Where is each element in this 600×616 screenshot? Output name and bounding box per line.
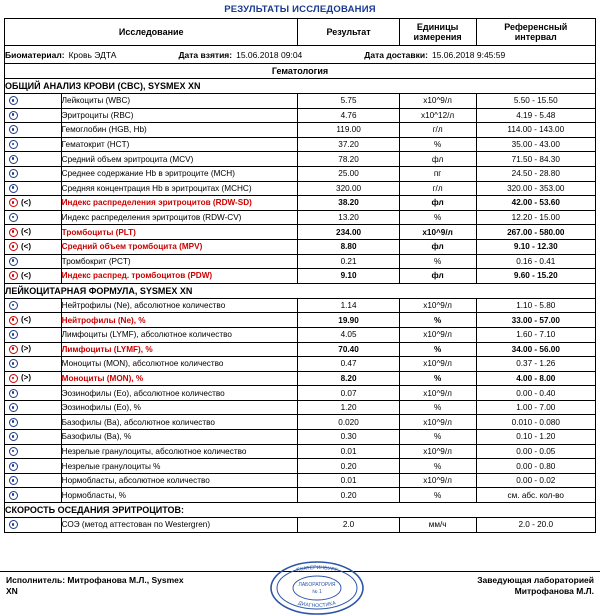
- normal-marker-icon: [9, 491, 18, 500]
- analyte-units: x10^9/л: [399, 386, 476, 401]
- analyte-reference: см. абс. кол-во: [476, 488, 595, 503]
- row-flag-cell: [5, 430, 62, 445]
- analyte-result: 25.00: [298, 166, 399, 181]
- table-row: [5, 386, 596, 401]
- analyte-result: 119.00: [298, 123, 399, 138]
- subsection-cbc-label: ОБЩИЙ АНАЛИЗ КРОВИ (CBC), SYSMEX XN: [5, 79, 596, 94]
- analyte-result: 0.020: [298, 415, 399, 430]
- row-flag-cell: [5, 225, 62, 240]
- analyte-units: мм/ч: [399, 518, 476, 533]
- analyte-name: Моноциты (MON), абсолютное количество: [61, 357, 298, 372]
- biomaterial-label: Биоматериал:: [5, 49, 65, 60]
- row-flag-cell: [5, 254, 62, 269]
- analyte-reference: 71.50 - 84.30: [476, 152, 595, 167]
- normal-marker-icon: [9, 447, 18, 456]
- table-row: [5, 181, 596, 196]
- analyte-result: 38.20: [298, 196, 399, 211]
- svg-text:ДИАГНОСТИКА: ДИАГНОСТИКА: [297, 600, 337, 610]
- normal-marker-icon: [9, 432, 18, 441]
- row-flag-cell: [5, 196, 62, 211]
- analyte-reference: 0.010 - 0.080: [476, 415, 595, 430]
- analyte-name: Моноциты (MON), %: [61, 371, 298, 386]
- analyte-units: %: [399, 210, 476, 225]
- analyte-name: Нейтрофилы (Ne), абсолютное количество: [61, 298, 298, 313]
- analyte-result: 13.20: [298, 210, 399, 225]
- table-row: [5, 196, 596, 211]
- abnormal-marker-icon: [9, 316, 18, 325]
- analyte-units: пг: [399, 166, 476, 181]
- table-row: [5, 444, 596, 459]
- analyte-units: г/л: [399, 181, 476, 196]
- section-hematology-label: Гематология: [5, 64, 596, 79]
- table-row: [5, 94, 596, 109]
- deviation-arrow-icon: (<): [21, 241, 31, 251]
- analyte-name: Средняя концентрация Hb в эритроцитах (MCHC): [61, 181, 298, 196]
- analyte-name: СОЭ (метод аттестован по Westergren): [61, 518, 298, 533]
- header-units: [399, 19, 476, 46]
- analyte-name: Тромбоциты (PLT): [61, 225, 298, 240]
- analyte-reference: 0.00 - 0.40: [476, 386, 595, 401]
- table-row: [5, 254, 596, 269]
- analyte-reference: 0.00 - 0.05: [476, 444, 595, 459]
- deviation-arrow-icon: (<): [21, 227, 31, 237]
- analyte-name: Эозинофилы (Eo), %: [61, 400, 298, 415]
- analyte-name: Эритроциты (RBC): [61, 108, 298, 123]
- table-row: [5, 473, 596, 488]
- analyte-reference: 33.00 - 57.00: [476, 313, 595, 328]
- analyte-result: 70.40: [298, 342, 399, 357]
- date-taken-value: 15.06.2018 09:04: [236, 49, 303, 60]
- analyte-name: Незрелые гранулоциты %: [61, 459, 298, 474]
- header-ref-line2: интервал: [514, 32, 557, 42]
- normal-marker-icon: [9, 155, 18, 164]
- row-flag-cell: [5, 108, 62, 123]
- normal-marker-icon: [9, 169, 18, 178]
- analyte-reference: 0.10 - 1.20: [476, 430, 595, 445]
- normal-marker-icon: [9, 462, 18, 471]
- normal-marker-icon: [9, 520, 18, 529]
- svg-text:ЕКАТЕРИНБУРГ: ЕКАТЕРИНБУРГ: [295, 564, 339, 574]
- table-row: [5, 298, 596, 313]
- normal-marker-icon: [9, 389, 18, 398]
- header-result: Результат: [298, 19, 399, 46]
- analyte-name: Тромбокрит (PCT): [61, 254, 298, 269]
- subsection-esr-label: СКОРОСТЬ ОСЕДАНИЯ ЭРИТРОЦИТОВ:: [5, 503, 596, 518]
- table-row: [5, 371, 596, 386]
- analyte-reference: 34.00 - 56.00: [476, 342, 595, 357]
- subsection-leuko-formula-label: ЛЕЙКОЦИТАРНАЯ ФОРМУЛА, SYSMEX XN: [5, 283, 596, 298]
- footer-head: [394, 575, 594, 596]
- date-taken-label: Дата взятия:: [178, 49, 233, 60]
- row-flag-cell: [5, 459, 62, 474]
- row-flag-cell: [5, 342, 62, 357]
- analyte-units: %: [399, 342, 476, 357]
- row-flag-cell: [5, 239, 62, 254]
- analyte-units: %: [399, 459, 476, 474]
- footer-head-line2: Митрофанова М.Л.: [514, 585, 594, 596]
- table-row: [5, 152, 596, 167]
- deviation-arrow-icon: (>): [21, 373, 31, 383]
- analyte-units: %: [399, 254, 476, 269]
- normal-marker-icon: [9, 257, 18, 266]
- analyte-result: 19.90: [298, 313, 399, 328]
- analyte-result: 8.20: [298, 371, 399, 386]
- analyte-result: 9.10: [298, 269, 399, 284]
- analyte-result: 4.05: [298, 327, 399, 342]
- normal-marker-icon: [9, 359, 18, 368]
- row-flag-cell: [5, 400, 62, 415]
- analyte-reference: 4.19 - 5.48: [476, 108, 595, 123]
- analyte-name: Индекс распред. тромбоцитов (PDW): [61, 269, 298, 284]
- analyte-reference: 9.60 - 15.20: [476, 269, 595, 284]
- date-delivered-value: 15.06.2018 9:45:59: [431, 49, 506, 60]
- normal-marker-icon: [9, 184, 18, 193]
- analyte-result: 0.30: [298, 430, 399, 445]
- analyte-name: Гемоглобин (HGB, Hb): [61, 123, 298, 138]
- analyte-reference: 35.00 - 43.00: [476, 137, 595, 152]
- analyte-units: x10^9/л: [399, 444, 476, 459]
- deviation-arrow-icon: (<): [21, 197, 31, 207]
- deviation-arrow-icon: (>): [21, 344, 31, 354]
- analyte-reference: 267.00 - 580.00: [476, 225, 595, 240]
- row-flag-cell: [5, 181, 62, 196]
- normal-marker-icon: [9, 476, 18, 485]
- analyte-result: 320.00: [298, 181, 399, 196]
- normal-marker-icon: [9, 403, 18, 412]
- analyte-units: %: [399, 371, 476, 386]
- analyte-name: Индекс распределения эритроцитов (RDW-SD): [61, 196, 298, 211]
- analyte-name: Гематокрит (HCT): [61, 137, 298, 152]
- svg-text:№ 1: № 1: [312, 589, 322, 595]
- normal-marker-icon: [9, 140, 18, 149]
- analyte-reference: 9.10 - 12.30: [476, 239, 595, 254]
- analyte-result: 234.00: [298, 225, 399, 240]
- analyte-units: %: [399, 137, 476, 152]
- analyte-name: Лейкоциты (WBC): [61, 94, 298, 109]
- table-row: [5, 210, 596, 225]
- analyte-units: x10^9/л: [399, 415, 476, 430]
- analyte-name: Средний объем эритроцита (MCV): [61, 152, 298, 167]
- footer-performer-line2: XN: [6, 585, 18, 596]
- row-flag-cell: [5, 94, 62, 109]
- analyte-reference: 320.00 - 353.00: [476, 181, 595, 196]
- footer-head-line1: Заведующая лабораторией: [477, 575, 594, 585]
- biomaterial-cell: [5, 46, 596, 64]
- table-row: [5, 415, 596, 430]
- analyte-name: Лимфоциты (LYMF), %: [61, 342, 298, 357]
- results-table: [4, 18, 596, 533]
- normal-marker-icon: [9, 111, 18, 120]
- biomaterial-value: Кровь ЭДТА: [68, 49, 117, 60]
- report-footer: [0, 564, 600, 610]
- table-row: [5, 327, 596, 342]
- analyte-units: фл: [399, 152, 476, 167]
- analyte-result: 0.21: [298, 254, 399, 269]
- analyte-name: Нормобласты, %: [61, 488, 298, 503]
- svg-text:ЛАБОРАТОРИЯ: ЛАБОРАТОРИЯ: [298, 582, 336, 588]
- analyte-result: 0.47: [298, 357, 399, 372]
- row-flag-cell: [5, 210, 62, 225]
- analyte-units: фл: [399, 196, 476, 211]
- analyte-reference: 42.00 - 53.60: [476, 196, 595, 211]
- row-flag-cell: [5, 488, 62, 503]
- analyte-reference: 24.50 - 28.80: [476, 166, 595, 181]
- analyte-units: x10^9/л: [399, 94, 476, 109]
- analyte-reference: 0.16 - 0.41: [476, 254, 595, 269]
- table-row: [5, 166, 596, 181]
- abnormal-marker-icon: [9, 242, 18, 251]
- row-flag-cell: [5, 298, 62, 313]
- subsection-cbc-row: [5, 79, 596, 94]
- analyte-units: %: [399, 400, 476, 415]
- table-row: [5, 137, 596, 152]
- row-flag-cell: [5, 473, 62, 488]
- biomaterial-row: [5, 46, 596, 64]
- table-row: [5, 225, 596, 240]
- page-title: РЕЗУЛЬТАТЫ ИССЛЕДОВАНИЯ: [224, 4, 376, 15]
- analyte-result: 0.01: [298, 473, 399, 488]
- table-row: [5, 269, 596, 284]
- section-hematology-row: [5, 64, 596, 79]
- analyte-units: x10^9/л: [399, 225, 476, 240]
- analyte-reference: 1.60 - 7.10: [476, 327, 595, 342]
- analyte-reference: 5.50 - 15.50: [476, 94, 595, 109]
- analyte-result: 0.20: [298, 488, 399, 503]
- analyte-result: 0.07: [298, 386, 399, 401]
- normal-marker-icon: [9, 330, 18, 339]
- analyte-name: Эозинофилы (Eo), абсолютное количество: [61, 386, 298, 401]
- analyte-name: Средний объем тромбоцита (MPV): [61, 239, 298, 254]
- normal-marker-icon: [9, 213, 18, 222]
- header-units-line2: измерения: [413, 32, 462, 42]
- analyte-units: x10^12/л: [399, 108, 476, 123]
- row-flag-cell: [5, 166, 62, 181]
- row-flag-cell: [5, 444, 62, 459]
- row-flag-cell: [5, 415, 62, 430]
- table-header-row: [5, 19, 596, 46]
- abnormal-marker-icon: [9, 374, 18, 383]
- row-flag-cell: [5, 269, 62, 284]
- analyte-reference: 0.37 - 1.26: [476, 357, 595, 372]
- row-flag-cell: [5, 137, 62, 152]
- table-row: [5, 488, 596, 503]
- analyte-units: %: [399, 313, 476, 328]
- table-row: [5, 430, 596, 445]
- table-row: [5, 518, 596, 533]
- analyte-reference: 0.00 - 0.02: [476, 473, 595, 488]
- table-row: [5, 108, 596, 123]
- analyte-reference: 0.00 - 0.80: [476, 459, 595, 474]
- analyte-result: 78.20: [298, 152, 399, 167]
- table-row: [5, 239, 596, 254]
- deviation-arrow-icon: (<): [21, 315, 31, 325]
- analyte-reference: 1.00 - 7.00: [476, 400, 595, 415]
- analyte-units: г/л: [399, 123, 476, 138]
- row-flag-cell: [5, 123, 62, 138]
- analyte-reference: 1.10 - 5.80: [476, 298, 595, 313]
- analyte-name: Нормобласты, абсолютное количество: [61, 473, 298, 488]
- date-delivered-label: Дата доставки:: [364, 49, 428, 60]
- analyte-units: x10^9/л: [399, 473, 476, 488]
- normal-marker-icon: [9, 418, 18, 427]
- analyte-name: Базофилы (Ba), %: [61, 430, 298, 445]
- table-row: [5, 400, 596, 415]
- analyte-reference: 4.00 - 8.00: [476, 371, 595, 386]
- analyte-result: 5.75: [298, 94, 399, 109]
- analyte-result: 37.20: [298, 137, 399, 152]
- analyte-name: Незрелые гранулоциты, абсолютное количество: [61, 444, 298, 459]
- normal-marker-icon: [9, 125, 18, 134]
- table-row: [5, 313, 596, 328]
- table-row: [5, 123, 596, 138]
- row-flag-cell: [5, 371, 62, 386]
- analyte-result: 4.76: [298, 108, 399, 123]
- analyte-units: x10^9/л: [399, 357, 476, 372]
- analyte-result: 2.0: [298, 518, 399, 533]
- row-flag-cell: [5, 518, 62, 533]
- analyte-units: фл: [399, 269, 476, 284]
- analyte-result: 1.20: [298, 400, 399, 415]
- analyte-result: 0.20: [298, 459, 399, 474]
- analyte-name: Лимфоциты (LYMF), абсолютное количество: [61, 327, 298, 342]
- normal-marker-icon: [9, 96, 18, 105]
- row-flag-cell: [5, 313, 62, 328]
- header-reference: [476, 19, 595, 46]
- row-flag-cell: [5, 357, 62, 372]
- abnormal-marker-icon: [9, 198, 18, 207]
- analyte-result: 8.80: [298, 239, 399, 254]
- table-row: [5, 342, 596, 357]
- analyte-name: Базофилы (Ba), абсолютное количество: [61, 415, 298, 430]
- analyte-units: x10^9/л: [399, 327, 476, 342]
- abnormal-marker-icon: [9, 228, 18, 237]
- header-study: Исследование: [5, 19, 298, 46]
- analyte-units: %: [399, 488, 476, 503]
- analyte-result: 0.01: [298, 444, 399, 459]
- analyte-reference: 12.20 - 15.00: [476, 210, 595, 225]
- analyte-units: фл: [399, 239, 476, 254]
- analyte-reference: 114.00 - 143.00: [476, 123, 595, 138]
- table-row: [5, 459, 596, 474]
- row-flag-cell: [5, 152, 62, 167]
- table-row: [5, 357, 596, 372]
- analyte-name: Нейтрофилы (Ne), %: [61, 313, 298, 328]
- subsection-esr-row: [5, 503, 596, 518]
- abnormal-marker-icon: [9, 345, 18, 354]
- abnormal-marker-icon: [9, 271, 18, 280]
- subsection-leuko-formula-row: [5, 283, 596, 298]
- analyte-result: 1.14: [298, 298, 399, 313]
- footer-performer: [6, 575, 256, 596]
- normal-marker-icon: [9, 301, 18, 310]
- analyte-units: x10^9/л: [399, 298, 476, 313]
- header-ref-line1: Референсный: [504, 21, 568, 32]
- analyte-units: %: [399, 430, 476, 445]
- analyte-reference: 2.0 - 20.0: [476, 518, 595, 533]
- footer-performer-line1: Исполнитель: Митрофанова М.Л., Sysmex: [6, 575, 184, 585]
- analyte-name: Индекс распределения эритроцитов (RDW-CV): [61, 210, 298, 225]
- row-flag-cell: [5, 327, 62, 342]
- row-flag-cell: [5, 386, 62, 401]
- header-units-line1: Единицы: [416, 21, 459, 32]
- analyte-name: Среднее содержание Hb в эритроците (MCH): [61, 166, 298, 181]
- deviation-arrow-icon: (<): [21, 270, 31, 280]
